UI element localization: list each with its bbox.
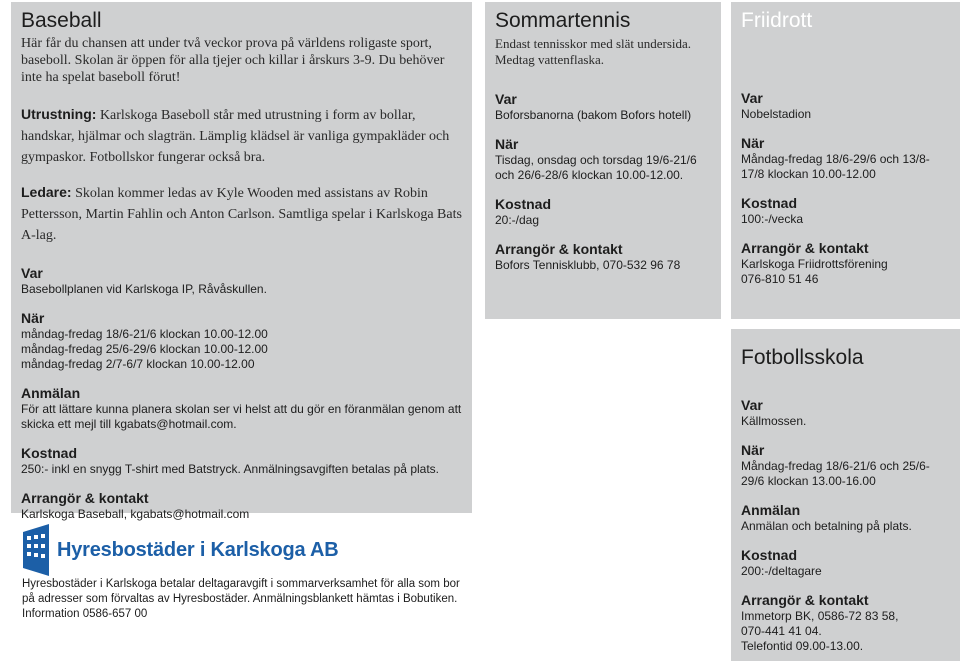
friidrott-cost: 100:-/vecka — [741, 212, 804, 226]
building-logo-icon — [23, 524, 49, 576]
fotboll-cost: 200:-/deltagare — [741, 564, 822, 578]
baseball-when-2: måndag-fredag 25/6-29/6 klockan 10.00-12.00 — [21, 342, 268, 356]
tennis-org-label: Arrangör & kontakt — [495, 241, 623, 257]
friidrott-where: Nobelstadion — [741, 107, 812, 121]
fotboll-title: Fotbollsskola — [741, 346, 864, 369]
friidrott-org-2: 076-810 51 46 — [741, 272, 819, 286]
baseball-panel — [11, 2, 472, 521]
tennis-org: Bofors Tennisklubb, 070-532 96 78 — [495, 258, 681, 272]
baseball-org-label: Arrangör & kontakt — [21, 490, 149, 506]
friidrott-panel — [731, 2, 960, 319]
baseball-leader — [21, 182, 462, 246]
baseball-title: Baseball — [21, 9, 102, 32]
tennis-title: Sommartennis — [495, 9, 631, 32]
sponsor-ad — [11, 514, 472, 661]
tennis-where-label: Var — [495, 91, 517, 107]
equipment-label: Utrustning: — [21, 106, 97, 122]
fotboll-where-label: Var — [741, 397, 763, 413]
sponsor-text-block — [22, 577, 472, 622]
baseball-signup: För att lättare kunna planera skolan ser vi helst att du gör en föranmälan genom att skicka ett mejl till kgabats@hotmail.com. — [21, 402, 462, 431]
fotboll-org-3: Telefontid 09.00-13.00. — [741, 639, 864, 653]
baseball-when-label: När — [21, 310, 45, 326]
tennis-where: Boforsbanorna (bakom Bofors hotell) — [495, 108, 692, 122]
leader-text: Skolan kommer ledas av Kyle Wooden med assistans av Robin Pettersson, Martin Fahlin och Anton Carlson. Samtliga spelar i Karlskoga Bats A-lag. — [21, 186, 462, 243]
tennis-when-label: När — [495, 136, 519, 152]
tennis-panel — [485, 2, 721, 319]
friidrott-when-label: När — [741, 135, 765, 151]
sponsor-text: Hyresbostäder i Karlskoga betalar deltagaravgift i sommarverksamhet för alla som bor på adresser som förvaltas av Hyresbostäder. Anmälningsblankett hämtas i Bobutiken. — [22, 578, 460, 605]
leader-label: Ledare: — [21, 184, 72, 200]
fotboll-org-2: 070-441 41 04. — [741, 624, 822, 638]
sponsor-logo-text: Hyresbostäder i Karlskoga AB — [57, 538, 339, 561]
baseball-where-label: Var — [21, 265, 43, 281]
baseball-cost-label: Kostnad — [21, 445, 77, 461]
friidrott-org-label: Arrangör & kontakt — [741, 240, 869, 256]
fotboll-cost-label: Kostnad — [741, 547, 797, 563]
fotboll-org-1: Immetorp BK, 0586-72 83 58, — [741, 609, 899, 623]
baseball-signup-label: Anmälan — [21, 385, 81, 401]
sponsor-info: Information 0586-657 00 — [22, 608, 148, 620]
tennis-cost: 20:-/dag — [495, 213, 540, 227]
sponsor-logo — [23, 524, 339, 576]
fotboll-signup-label: Anmälan — [741, 502, 801, 518]
fotboll-when: Måndag-fredag 18/6-21/6 och 25/6-29/6 klockan 13.00-16.00 — [741, 459, 930, 488]
fotboll-when-label: När — [741, 442, 765, 458]
baseball-org: Karlskoga Baseball, kgabats@hotmail.com — [21, 507, 250, 521]
baseball-equipment — [21, 104, 462, 168]
friidrott-title: Friidrott — [741, 9, 813, 32]
baseball-where: Basebollplanen vid Karlskoga IP, Råvåskullen. — [21, 282, 267, 296]
baseball-cost: 250:- inkl en snygg T-shirt med Batstryck. Anmälningsavgiften betalas på plats. — [21, 462, 439, 476]
baseball-intro: Här får du chansen att under två veckor prova på världens roligaste sport, baseboll. Skolan är öppen för alla tjejer och killar i årskurs 3-9. Du behöver inte ha spelat baseboll förut! — [21, 36, 445, 85]
friidrott-where-label: Var — [741, 90, 763, 106]
friidrott-when: Måndag-fredag 18/6-29/6 och 13/8-17/8 klockan 10.00-12.00 — [741, 152, 930, 181]
friidrott-cost-label: Kostnad — [741, 195, 797, 211]
baseball-when-3: måndag-fredag 2/7-6/7 klockan 10.00-12.00 — [21, 357, 255, 371]
fotboll-where: Källmossen. — [741, 414, 807, 428]
friidrott-org-1: Karlskoga Friidrottsförening — [741, 257, 888, 271]
baseball-when-1: måndag-fredag 18/6-21/6 klockan 10.00-12.00 — [21, 327, 268, 341]
tennis-when: Tisdag, onsdag och torsdag 19/6-21/6 och 26/6-28/6 klockan 10.00-12.00. — [495, 153, 697, 182]
fotboll-panel — [731, 329, 960, 661]
fotboll-org-label: Arrangör & kontakt — [741, 592, 869, 608]
tennis-subtitle: Endast tennisskor med slät undersida. Medtag vattenflaska. — [495, 36, 692, 67]
equipment-text: Karlskoga Baseboll står med utrustning i form av bollar, handskar, hjälmar och slagträn. Lämplig klädsel är vanliga gympakläder och gympaskor. Fotbollskor fungerar också bra. — [21, 108, 450, 165]
tennis-cost-label: Kostnad — [495, 196, 551, 212]
fotboll-signup: Anmälan och betalning på plats. — [741, 519, 912, 533]
